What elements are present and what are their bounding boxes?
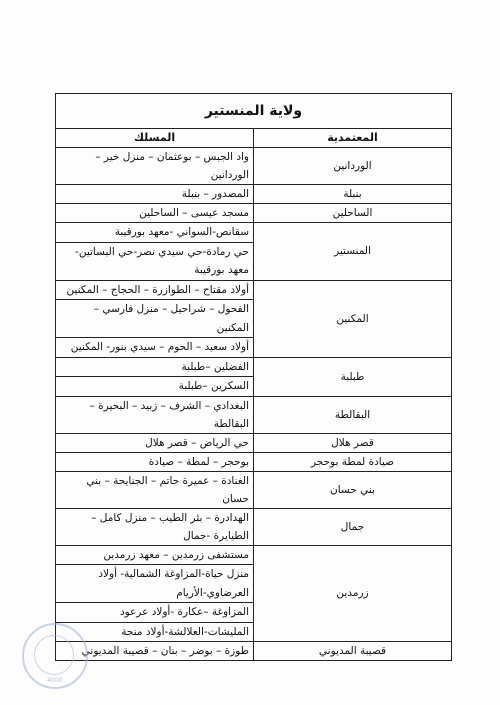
route-line: المليشات-العلالشة-أولاد منجة xyxy=(121,625,249,638)
route-cell: واد الجبس – بوعثمان – منزل خير – الوردانين xyxy=(56,148,254,185)
route-cell: حي الرياض – قصر هلال xyxy=(56,433,254,452)
route-cell xyxy=(56,545,254,642)
route-line: حي رمادة-حي سيدي نصر-حي البساتين-معهد بورقيبة xyxy=(75,245,249,276)
table-row xyxy=(56,471,452,508)
table-row xyxy=(56,433,452,452)
delegation-cell: المنستير xyxy=(254,223,452,281)
delegation-cell: صيادة لمطة بوحجر xyxy=(254,452,452,471)
route-line: أولاد سعيد – الحوم – سيدي بنور- المكنين xyxy=(70,341,249,353)
delegation-cell: طبلبة xyxy=(254,357,452,396)
route-cell xyxy=(56,223,254,281)
routes-table xyxy=(55,93,452,661)
route-cell: البغدادي – الشرف – زبيد – البحيرة – البقالطة xyxy=(56,396,254,433)
title-row xyxy=(56,94,452,129)
route-cell: المصدور – بنبلة xyxy=(56,185,254,204)
route-cell: الهدادرة – بئر الطيب – منزل كامل – الطيايرة -جمال xyxy=(56,508,254,545)
delegation-cell: زرمدين xyxy=(254,545,452,642)
table-row xyxy=(56,396,452,433)
route-line: السكرين –طبلبة xyxy=(178,380,249,392)
header-route: المسلك xyxy=(56,129,254,148)
table-row xyxy=(56,148,452,185)
route-line: الفضلين –طبلبة xyxy=(56,358,253,378)
delegation-cell: بني حسان xyxy=(254,471,452,508)
route-line: مستشفى زرمدين – معهد زرمدين xyxy=(56,546,253,566)
delegation-cell: الساحلين xyxy=(254,204,452,223)
route-line: سقانص-السواني -معهد بورقيبة xyxy=(56,223,253,243)
delegation-cell: قصر هلال xyxy=(254,433,452,452)
header-delegation: المعتمدية xyxy=(254,129,452,148)
delegation-cell: الوردانين xyxy=(254,148,452,185)
delegation-cell: المكنين xyxy=(254,280,452,357)
route-cell: بوحجر – لمطة – صيادة xyxy=(56,452,254,471)
stamp-inner-ring xyxy=(34,635,74,675)
delegation-cell: البقالطة xyxy=(254,396,452,433)
table-row xyxy=(56,185,452,204)
delegation-cell: قصيبة المديوني xyxy=(254,642,452,661)
delegation-cell: جمال xyxy=(254,508,452,545)
table-row xyxy=(56,204,452,223)
table-row xyxy=(56,508,452,545)
route-cell xyxy=(56,357,254,396)
table-row xyxy=(56,452,452,471)
route-cell: طوزة – بوضر – بنان – قصيبة المديوني xyxy=(56,642,254,661)
table-row xyxy=(56,280,452,357)
table-row xyxy=(56,223,452,281)
route-line: أولاد مقتاح – الطوازرة – الحجاج – المكنين xyxy=(56,281,253,301)
route-cell: مسجد عيسى – الساحلين xyxy=(56,204,254,223)
table-row xyxy=(56,642,452,661)
table-row xyxy=(56,545,452,642)
table-title: ولاية المنستير xyxy=(56,94,452,129)
route-cell: الغنادة – عميرة حاتم – الجنايحة – بني حسان xyxy=(56,471,254,508)
stamp-number: 4000 xyxy=(47,677,63,684)
delegation-cell: بنبلة xyxy=(254,185,452,204)
company-stamp-icon xyxy=(22,623,88,689)
route-line: الفحول – شراحيل – منزل فارسي – المكنين xyxy=(56,300,253,338)
table-row xyxy=(56,357,452,396)
route-line: منزل حياة-المزاوغة الشمالية- أولاد العرضاوي-الأريام xyxy=(56,565,253,603)
header-row xyxy=(56,129,452,148)
route-cell xyxy=(56,280,254,357)
route-line: المزاوغة –عكارة -أولاد عرعود xyxy=(56,603,253,623)
